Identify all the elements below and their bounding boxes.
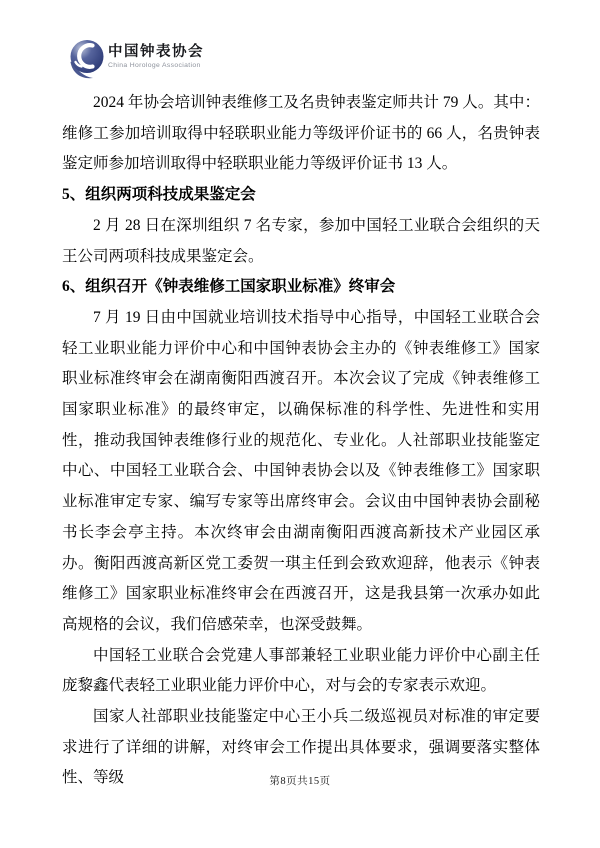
association-globe-logo-icon xyxy=(68,38,106,80)
logo xyxy=(68,38,204,80)
section-heading-5: 5、组织两项科技成果鉴定会 xyxy=(62,186,256,204)
paragraph-final-review-meeting: 7 月 19 日由中国就业培训技术指导中心指导，中国轻工业联合会轻工业职业能力评价中心和中国钟表协会主办的《钟表维修工》国家职业标准终审会在湖南衡阳西渡召开。本次会议了完成《钟表维修工国家职业标准》的最终审定，以确保标准的科学性、先进性和实用性，推动我国钟表维修行业的规范化、专业化。人社部职业技能鉴定中心、中国轻工业联合会、中国钟表协会以及《钟表维修工》国家职业标准审定专家、编写专家等出席终审会。会议由中国钟表协会副秘书长李会亭主持。本次终审会由湖南衡阳西渡高新技术产业园区承办。衡阳西渡高新区党工委贺一琪主任到会致欢迎辞，他表示《钟表维修工》国家职业标准终审会在西渡召开，这是我县第一次承办如此高规格的会议，我们倍感荣幸，也深受鼓舞。 xyxy=(62,308,540,633)
page-footer xyxy=(0,773,600,788)
logo-text xyxy=(108,45,204,70)
section-heading-6: 6、组织召开《钟表维修工国家职业标准》终审会 xyxy=(62,278,396,296)
logo-title-cn: 中国钟表协会 xyxy=(108,44,204,60)
logo-subtitle-en: China Horologe Association xyxy=(108,62,201,69)
paragraph-review-requirements: 国家人社部职业技能鉴定中心王小兵二级巡视员对标准的审定要求进行了详细的讲解，对终审会工作提出具体要求，强调要落实整体性、等级 xyxy=(62,708,540,787)
document-body xyxy=(62,88,540,794)
paragraph-training-summary: 2024 年协会培训钟表维修工及名贵钟表鉴定师共计 79 人。其中：维修工参加培训取得中轻联职业能力等级评价证书的 66 人，名贵钟表鉴定师参加培训取得中轻联职业能力等级评价证书 13 人。 xyxy=(62,94,540,173)
paragraph-appraisal-meeting: 2 月 28 日在深圳组织 7 名专家，参加中国轻工业联合会组织的天王公司两项科技成果鉴定会。 xyxy=(62,216,540,265)
page-number: 第8页共15页 xyxy=(269,776,331,787)
paragraph-welcome-remarks: 中国轻工业联合会党建人事部兼轻工业职业能力评价中心副主任庞黎鑫代表轻工业职业能力评价中心，对与会的专家表示欢迎。 xyxy=(62,646,540,695)
